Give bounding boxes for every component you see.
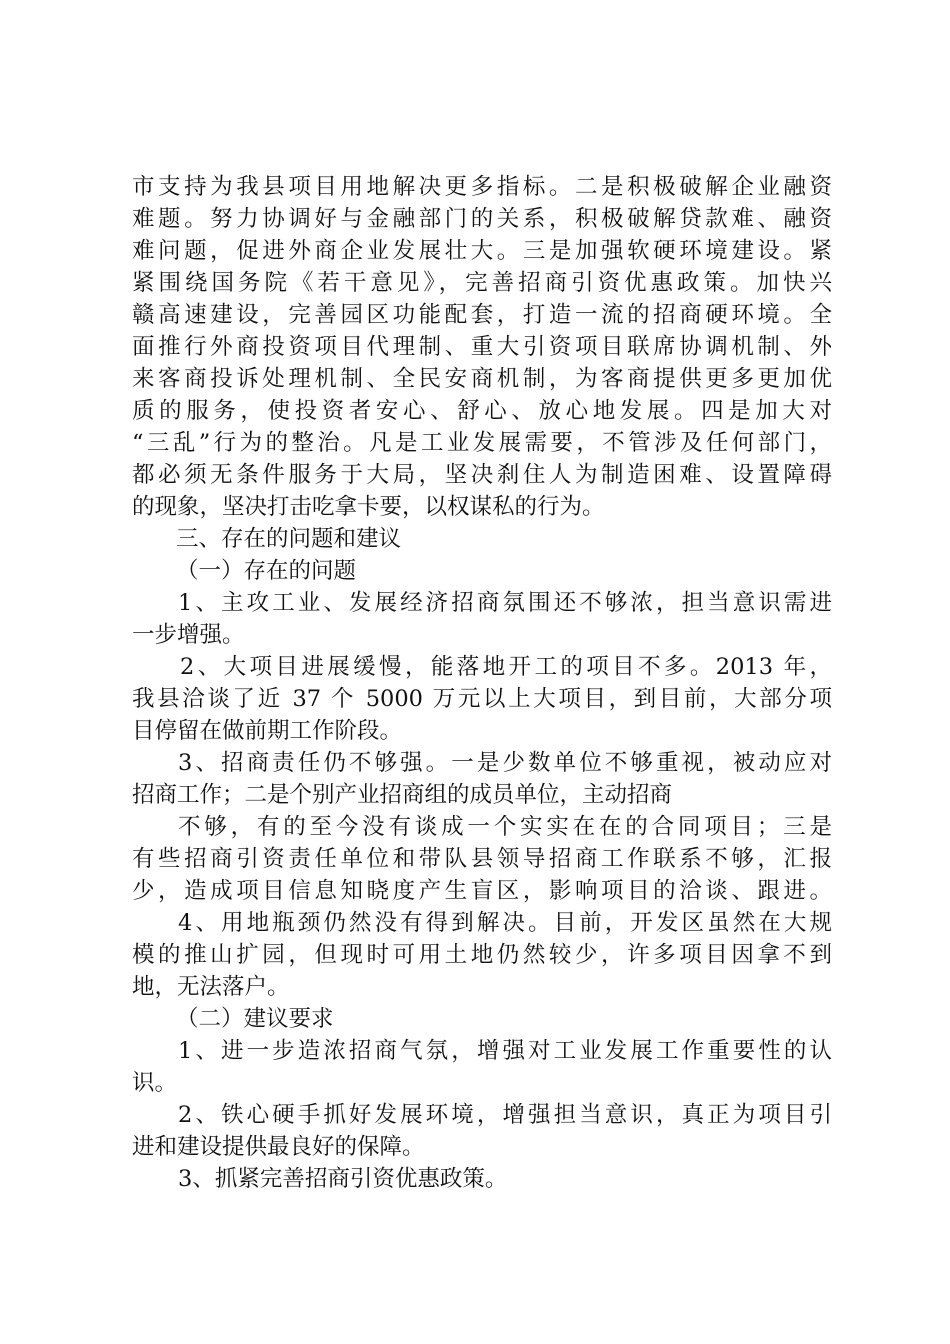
text-line: 1、主攻工业、发展经济招商氛围还不够浓，担当意识需进 bbox=[178, 590, 832, 616]
text-line: 有些招商引资责任单位和带队县领导招商工作联系不够，汇报 bbox=[132, 846, 832, 872]
text-line: 招商工作；二是个别产业招商组的成员单位，主动招商 bbox=[132, 782, 673, 808]
document-body bbox=[132, 171, 832, 1195]
text-line: 1、进一步造浓招商气氛，增强对工业发展工作重要性的认 bbox=[178, 1038, 832, 1064]
text-line: 不够，有的至今没有谈成一个实实在在的合同项目；三是 bbox=[178, 814, 832, 840]
text-line: 难题。努力协调好与金融部门的关系，积极破解贷款难、融资 bbox=[132, 206, 832, 232]
text-line: （一）存在的问题 bbox=[176, 558, 357, 584]
text-line: “三乱”行为的整治。凡是工业发展需要，不管涉及任何部门， bbox=[132, 430, 832, 456]
text-line: 我县洽谈了近 37 个 5000 万元以上大项目，到目前，大部分项 bbox=[132, 686, 832, 712]
text-line: 少，造成项目信息知晓度产生盲区，影响项目的洽谈、跟进。 bbox=[132, 878, 832, 904]
text-line: 市支持为我县项目用地解决更多指标。二是积极破解企业融资 bbox=[132, 174, 832, 200]
text-line: 进和建设提供最良好的保障。 bbox=[132, 1134, 425, 1160]
text-line: 三、存在的问题和建议 bbox=[176, 526, 402, 552]
text-line: 3、招商责任仍不够强。一是少数单位不够重视，被动应对 bbox=[178, 750, 832, 776]
text-line: 来客商投诉处理机制、全民安商机制，为客商提供更多更加优 bbox=[132, 366, 832, 392]
text-line: 面推行外商投资项目代理制、重大引资项目联席协调机制、外 bbox=[132, 334, 832, 360]
text-line: 目停留在做前期工作阶段。 bbox=[132, 718, 403, 744]
text-line: 2、大项目进展缓慢，能落地开工的项目不多。2013 年， bbox=[180, 654, 832, 680]
text-line: 2、铁心硬手抓好发展环境，增强担当意识，真正为项目引 bbox=[178, 1102, 832, 1128]
text-line: 质的服务，使投资者安心、舒心、放心地发展。四是加大对 bbox=[132, 398, 832, 424]
text-line: 的现象，坚决打击吃拿卡要，以权谋私的行为。 bbox=[132, 494, 605, 520]
text-line: （二）建议要求 bbox=[176, 1006, 334, 1032]
text-line: 一步增强。 bbox=[132, 622, 245, 648]
text-line: 地，无法落户。 bbox=[132, 974, 290, 1000]
text-line: 模的推山扩园，但现时可用土地仍然较少，许多项目因拿不到 bbox=[132, 942, 832, 968]
text-line: 赣高速建设，完善园区功能配套，打造一流的招商硬环境。全 bbox=[132, 302, 832, 328]
text-line: 难问题，促进外商企业发展壮大。三是加强软硬环境建设。紧 bbox=[132, 238, 832, 264]
text-line: 4、用地瓶颈仍然没有得到解决。目前，开发区虽然在大规 bbox=[178, 910, 832, 936]
text-line: 识。 bbox=[132, 1070, 178, 1096]
text-line: 紧围绕国务院《若干意见》，完善招商引资优惠政策。加快兴 bbox=[132, 270, 832, 296]
text-line: 都必须无条件服务于大局，坚决刹住人为制造困难、设置障碍 bbox=[132, 462, 832, 488]
text-line: 3、抓紧完善招商引资优惠政策。 bbox=[178, 1166, 508, 1192]
